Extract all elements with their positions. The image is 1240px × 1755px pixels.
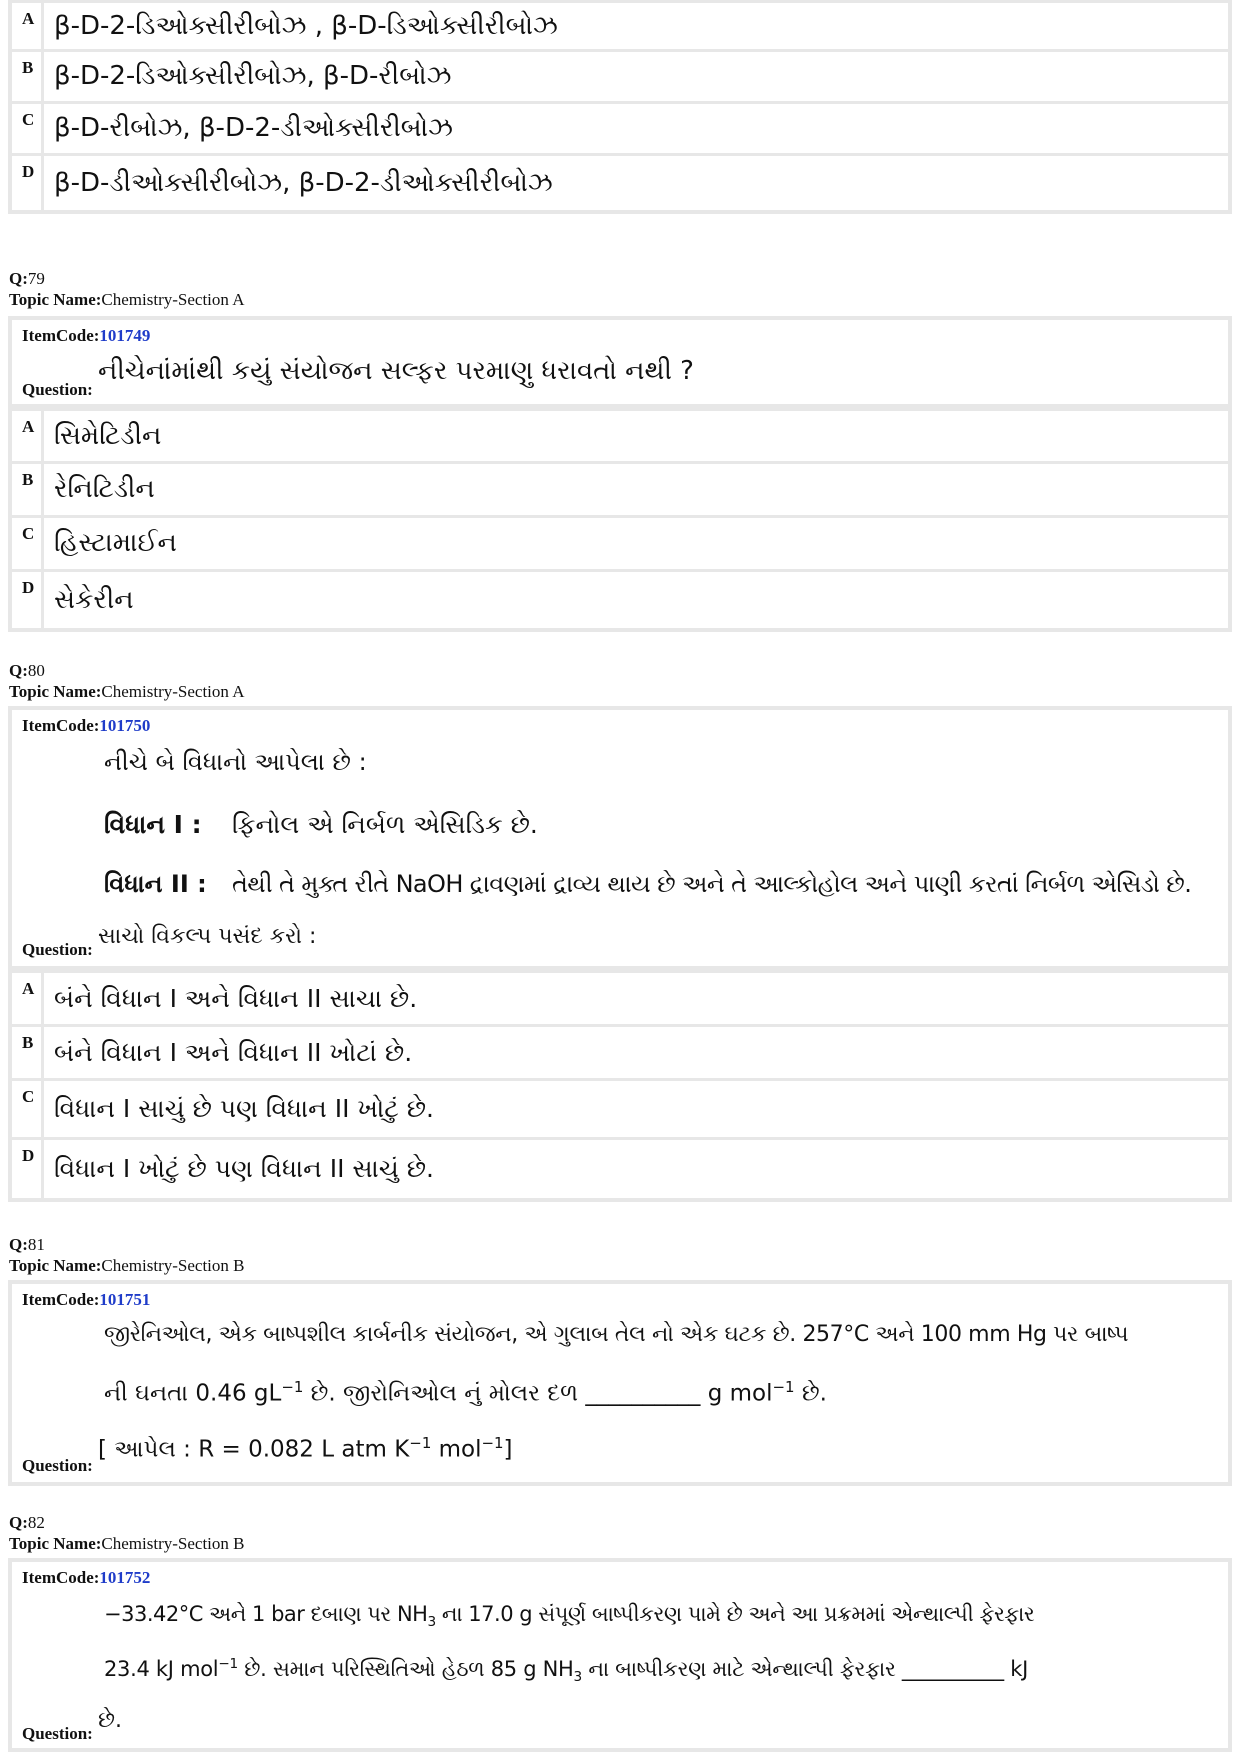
option-letter: A xyxy=(12,973,44,1024)
option-text: વિધાન I ખોટું છે પણ વિધાન II સાચું છે. xyxy=(54,1154,434,1183)
item-code xyxy=(12,1562,1228,1588)
line-1-part-a: −33.42°C અને 1 bar દબાણ પર NH xyxy=(104,1602,428,1626)
question-text: સાચો વિકલ્પ પસંદ કરો : xyxy=(98,924,317,949)
topic-prefix: Topic Name: xyxy=(9,1534,102,1553)
option-text: સેકેરીન xyxy=(54,584,134,615)
line-1-part-b: ના 17.0 g સંપૂર્ણ બાષ્પીકરણ પામે છે અને આ પ્રક્રમમાં એન્થાલ્પી ફેરફાર xyxy=(435,1602,1035,1626)
option-text: β-D-2-ડિઓક્સીરીબોઝ , β-D-ડિઓક્સીરીબોઝ xyxy=(54,10,558,41)
statement-2-label: વિધાન II : xyxy=(104,870,207,898)
option-letter: D xyxy=(12,156,44,210)
exponent: −1 xyxy=(481,1434,504,1452)
option-letter: C xyxy=(12,1081,44,1137)
option-row[interactable] xyxy=(12,3,1228,49)
option-text: બંને વિધાન I અને વિધાન II સાચા છે. xyxy=(54,983,418,1013)
given-part-a: [ આપેલ : R = 0.082 L atm K xyxy=(98,1436,410,1463)
option-text: રેનિટિડીન xyxy=(54,474,155,504)
statement-intro: નીચે બે વિધાનો આપેલા છે : xyxy=(104,748,367,776)
question-number: 82 xyxy=(27,1513,45,1532)
option-letter: B xyxy=(12,52,44,101)
topic-name: Chemistry-Section B xyxy=(101,1256,245,1275)
q78-options xyxy=(8,0,1232,214)
statement-2-text: તેથી તે મુક્ત રીતે NaOH દ્રાવણમાં દ્રાવ્ય થાય છે અને તે આલ્કોહોલ અને પાણી કરતાં નિર્બળ એસિડો છે. xyxy=(232,870,1192,898)
option-row[interactable] xyxy=(12,52,1228,101)
option-letter: A xyxy=(12,411,44,461)
topic-prefix: Topic Name: xyxy=(9,1256,102,1275)
question-line-2 xyxy=(104,1378,827,1407)
itemcode-prefix: ItemCode: xyxy=(22,716,100,735)
itemcode-prefix: ItemCode: xyxy=(22,1290,100,1309)
question-label: Question: xyxy=(22,380,93,399)
option-row[interactable] xyxy=(12,1140,1228,1198)
exponent: −1 xyxy=(772,1378,795,1396)
question-label: Question: xyxy=(22,1456,93,1475)
option-row[interactable] xyxy=(12,464,1228,515)
option-row[interactable] xyxy=(12,156,1228,210)
option-text: β-D-ડીઓક્સીરીબોઝ, β-D-2-ડીઓક્સીરીબોઝ xyxy=(54,167,553,198)
q81-meta xyxy=(9,1234,244,1276)
option-letter: B xyxy=(12,464,44,515)
line-2-part-b: છે. જીરોનિઓલ નું મોલર દળ __________ g mol xyxy=(303,1380,773,1407)
given-part-c: ] xyxy=(503,1436,513,1463)
option-letter: B xyxy=(12,1027,44,1078)
topic-prefix: Topic Name: xyxy=(9,682,102,701)
itemcode-value: 101749 xyxy=(99,326,151,345)
question-text: છે. xyxy=(98,1708,122,1733)
statement-2 xyxy=(104,870,1191,899)
itemcode-value: 101752 xyxy=(99,1568,151,1587)
item-code xyxy=(12,320,1228,346)
exponent: −1 xyxy=(281,1378,304,1396)
item-code xyxy=(12,1284,1228,1310)
topic-name: Chemistry-Section A xyxy=(101,682,245,701)
option-text: બંને વિધાન I અને વિધાન II ખોટાં છે. xyxy=(54,1037,413,1067)
statement-1 xyxy=(104,810,538,840)
option-letter: C xyxy=(12,104,44,153)
topic-prefix: Topic Name: xyxy=(9,290,102,309)
option-row[interactable] xyxy=(12,518,1228,569)
subscript: 3 xyxy=(573,1669,582,1686)
q-prefix: Q: xyxy=(9,661,28,680)
question-text xyxy=(98,1434,513,1463)
q79-meta xyxy=(9,268,244,310)
itemcode-prefix: ItemCode: xyxy=(22,326,100,345)
subscript: 3 xyxy=(427,1614,436,1631)
question-number: 81 xyxy=(27,1235,45,1254)
question-line-2 xyxy=(104,1656,1028,1685)
option-row[interactable] xyxy=(12,1081,1228,1137)
statement-1-label: વિધાન I : xyxy=(104,810,202,839)
topic-name: Chemistry-Section A xyxy=(101,290,245,309)
itemcode-prefix: ItemCode: xyxy=(22,1568,100,1587)
option-row[interactable] xyxy=(12,104,1228,153)
question-line-1 xyxy=(104,1602,1034,1630)
option-text: β-D-2-ડિઓક્સીરીબોઝ, β-D-રીબોઝ xyxy=(54,61,452,91)
question-line-1: જીરેનિઓલ, એક બાષ્પશીલ કાર્બનીક સંયોજન, એ ગુલાબ તેલ નો એક ઘટક છે. 257°C અને 100 mm Hg પર બાષ્પ xyxy=(104,1322,1129,1347)
question-label: Question: xyxy=(22,940,93,959)
item-code xyxy=(12,710,1228,736)
question-label: Question: xyxy=(22,1724,93,1743)
q-prefix: Q: xyxy=(9,1235,28,1254)
option-letter: A xyxy=(12,3,44,49)
statement-1-text: ફિનોલ એ નિર્બળ એસિડિક છે. xyxy=(232,810,538,839)
option-letter: C xyxy=(12,518,44,569)
q80-question-box xyxy=(8,706,1232,970)
option-letter: D xyxy=(12,1140,44,1198)
itemcode-value: 101751 xyxy=(99,1290,151,1309)
option-text: વિધાન I સાચું છે પણ વિધાન II ખોટું છે. xyxy=(54,1094,434,1123)
q81-question-box xyxy=(8,1280,1232,1486)
line-2-part-c: છે. xyxy=(794,1380,827,1407)
option-row[interactable] xyxy=(12,411,1228,461)
itemcode-value: 101750 xyxy=(99,716,151,735)
exponent: −1 xyxy=(218,1656,238,1672)
q80-options xyxy=(8,970,1232,1202)
option-row[interactable] xyxy=(12,973,1228,1024)
q-prefix: Q: xyxy=(9,1513,28,1532)
q79-question-box xyxy=(8,316,1232,408)
q-prefix: Q: xyxy=(9,269,28,288)
line-2-part-b: છે. સમાન પરિસ્થિતિઓ હેઠળ 85 g NH xyxy=(237,1657,574,1681)
line-2-part-a: 23.4 kJ mol xyxy=(104,1657,219,1681)
q80-meta xyxy=(9,660,244,702)
option-text: β-D-રીબોઝ, β-D-2-ડીઓક્સીરીબોઝ xyxy=(54,113,453,143)
question-number: 80 xyxy=(27,661,45,680)
option-text: સિમેટિડીન xyxy=(54,420,162,451)
option-row[interactable] xyxy=(12,1027,1228,1078)
line-2-part-a: ની ઘનતા 0.46 gL xyxy=(104,1380,282,1407)
option-row[interactable] xyxy=(12,572,1228,628)
exponent: −1 xyxy=(409,1434,432,1452)
q82-question-box xyxy=(8,1558,1232,1752)
option-text: હિસ્ટામાઈન xyxy=(54,528,177,558)
option-letter: D xyxy=(12,572,44,628)
line-2-part-c: ના બાષ્પીકરણ માટે એન્થાલ્પી ફેરફાર __________ kJ xyxy=(581,1657,1029,1681)
q82-meta xyxy=(9,1512,244,1554)
q79-options xyxy=(8,408,1232,632)
question-text: નીચેનાંમાંથી કયું સંયોજન સલ્ફર પરમાણુ ધરાવતો નથી ? xyxy=(98,356,694,386)
given-part-b: mol xyxy=(431,1436,482,1463)
question-number: 79 xyxy=(27,269,45,288)
topic-name: Chemistry-Section B xyxy=(101,1534,245,1553)
